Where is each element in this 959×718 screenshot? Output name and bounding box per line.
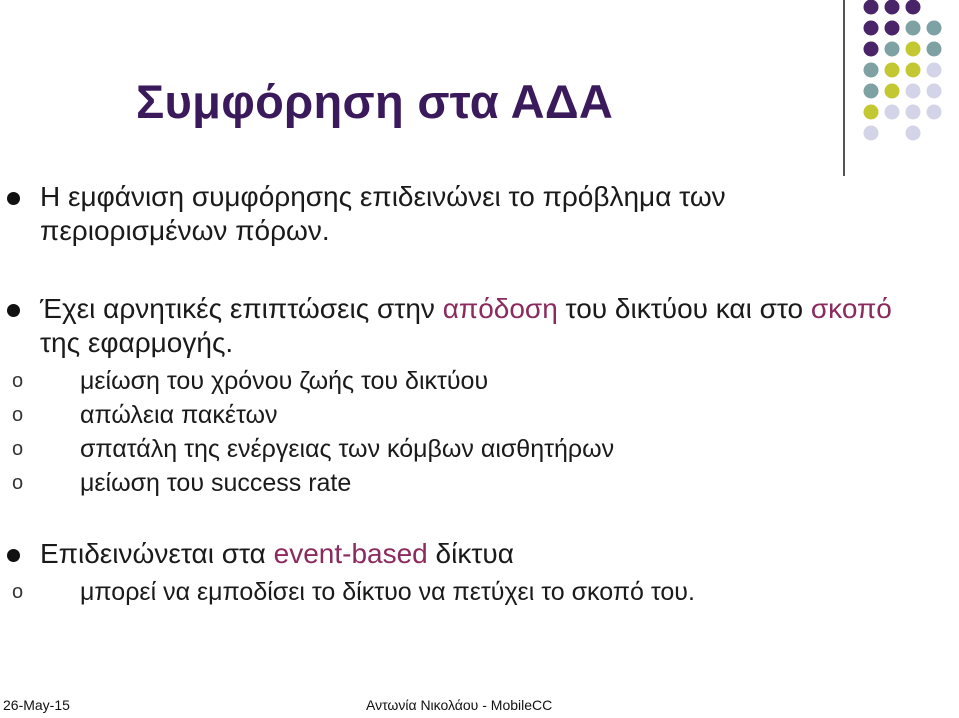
bullet-3-text-after: δίκτυα <box>427 538 514 569</box>
slide-title: Συμφόρηση στα ΑΔΑ <box>136 75 614 128</box>
decorative-dot <box>864 84 879 99</box>
bullet-1 <box>40 180 920 248</box>
sub-bullet-text: μπορεί να εμποδίσει το δίκτυο να πετύχει το σκοπό του. <box>80 578 695 606</box>
decorative-dot <box>906 126 921 141</box>
bullet-dot-icon <box>7 549 20 562</box>
decorative-dot <box>885 0 900 15</box>
decorative-divider-line <box>843 0 845 176</box>
decorative-dot <box>864 42 879 57</box>
decorative-dot <box>927 21 942 36</box>
decorative-dot <box>864 63 879 78</box>
decorative-dot <box>864 0 879 15</box>
footer-author: Αντωνία Νικολάου - MobileCC <box>366 697 553 713</box>
decorative-dot <box>864 105 879 120</box>
bullet-dot-icon <box>7 304 20 317</box>
decorative-dot <box>906 21 921 36</box>
highlight-event-based: event-based <box>273 538 428 569</box>
footer-date: 26-May-15 <box>3 697 70 713</box>
bullet-2 <box>40 292 920 360</box>
decorative-dot <box>927 63 942 78</box>
decorative-dot <box>927 42 942 57</box>
decorative-dot <box>885 21 900 36</box>
bullet-1-text: Η εμφάνιση συμφόρησης επιδεινώνει το πρόβλημα των περιορισμένων πόρων. <box>40 181 726 246</box>
decorative-dot <box>864 21 879 36</box>
sub-bullet-2-1 <box>12 366 940 396</box>
decorative-dot-grid <box>862 0 959 160</box>
decorative-dot <box>906 42 921 57</box>
sub-bullet-marker-icon: o <box>12 438 24 460</box>
decorative-dot <box>927 84 942 99</box>
sub-bullet-marker-icon: o <box>12 472 24 494</box>
sub-bullet-text: απώλεια πακέτων <box>80 401 278 429</box>
bullet-2-text-before: Έχει αρνητικές επιπτώσεις στην <box>40 293 443 324</box>
sub-bullet-2-3 <box>12 434 940 464</box>
highlight-apodosi: απόδοση <box>442 293 558 324</box>
sub-bullet-text: μείωση του χρόνου ζωής του δικτύου <box>80 367 489 395</box>
sub-bullet-text: μείωση του success rate <box>80 469 352 497</box>
bullet-3-text-before: Επιδεινώνεται στα <box>40 538 274 569</box>
decorative-dot <box>885 105 900 120</box>
bullet-2-text-mid: του δικτύου και στο <box>557 293 811 324</box>
decorative-dot <box>864 126 879 141</box>
sub-bullet-2-2 <box>12 400 940 430</box>
sub-bullet-text: σπατάλη της ενέργειας των κόμβων αισθητήρων <box>80 435 615 463</box>
decorative-dot <box>906 0 921 15</box>
sub-bullet-marker-icon: o <box>12 404 24 426</box>
sub-bullet-marker-icon: o <box>12 581 24 603</box>
sub-bullet-3-1 <box>12 577 940 607</box>
decorative-dot <box>906 84 921 99</box>
bullet-dot-icon <box>7 192 20 205</box>
decorative-dot <box>906 63 921 78</box>
sub-bullet-2-4 <box>12 468 940 498</box>
decorative-dot <box>906 105 921 120</box>
decorative-dot <box>927 105 942 120</box>
bullet-2-text-after: της εφαρμογής. <box>40 327 234 358</box>
decorative-dot <box>885 63 900 78</box>
decorative-dot <box>885 42 900 57</box>
decorative-dot <box>885 84 900 99</box>
sub-bullet-marker-icon: o <box>12 370 24 392</box>
highlight-skopo: σκοπό <box>810 293 892 324</box>
bullet-3 <box>40 537 920 571</box>
